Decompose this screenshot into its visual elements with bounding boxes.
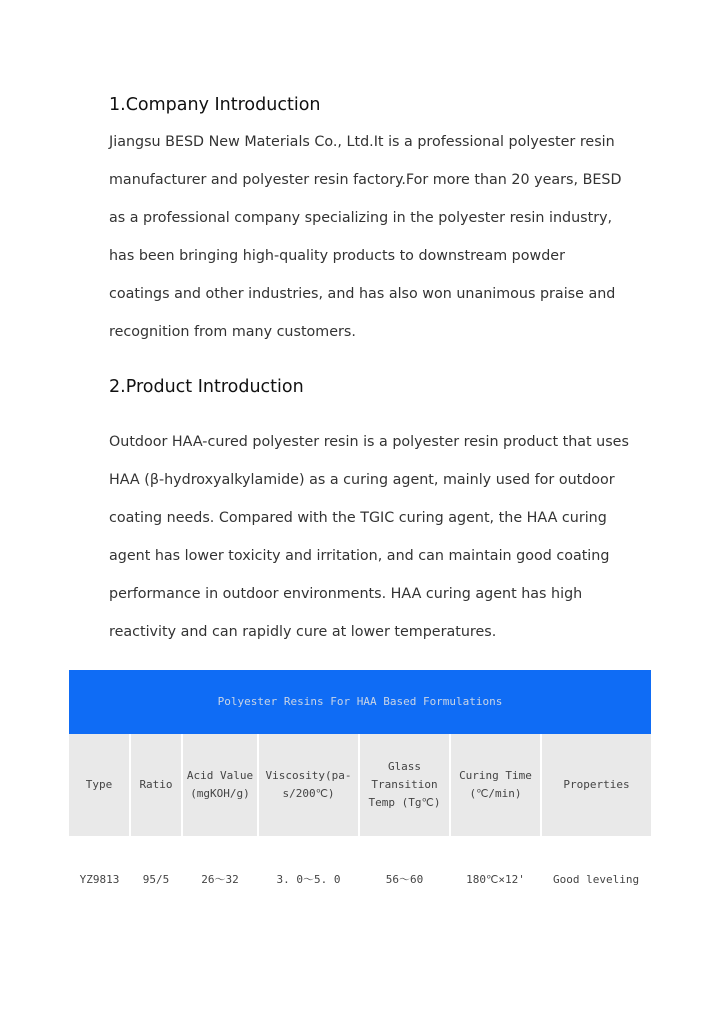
header-viscosity: Viscosity(pa-s/200℃)	[258, 734, 359, 836]
table-caption-row	[69, 670, 651, 734]
header-curing-time: Curing Time (℃/min)	[450, 734, 541, 836]
cell-curing-time: 180℃×12'	[466, 873, 525, 886]
header-acid-value: Acid Value (mgKOH/g)	[182, 734, 258, 836]
table-header-row	[69, 734, 651, 836]
cell-viscosity: 3. 0～5. 0	[276, 873, 341, 886]
cell-acid-value: 26～32	[201, 873, 239, 886]
resin-spec-table	[69, 670, 651, 920]
product-introduction-heading: 2.Product Introduction	[109, 377, 304, 397]
header-ratio: Ratio	[130, 734, 182, 836]
paragraph-line: coatings and other industries, and has also won unanimous praise and	[109, 286, 616, 302]
cell-ratio: 95/5	[142, 873, 170, 886]
company-introduction-heading: 1.Company Introduction	[109, 95, 321, 115]
header-glass-transition: Glass Transition Temp (Tg℃)	[359, 734, 450, 836]
paragraph-line: performance in outdoor environments. HAA curing agent has high	[109, 586, 583, 602]
paragraph-line: Jiangsu BESD New Materials Co., Ltd.It is a professional polyester resin	[109, 134, 615, 150]
paragraph-line: as a professional company specializing in the polyester resin industry,	[109, 210, 613, 226]
paragraph-line: Outdoor HAA-cured polyester resin is a polyester resin product that uses	[109, 434, 629, 450]
paragraph-line: HAA (β-hydroxyalkylamide) as a curing agent, mainly used for outdoor	[109, 472, 615, 488]
table-caption: Polyester Resins For HAA Based Formulations	[69, 670, 651, 734]
paragraph-line: manufacturer and polyester resin factory.For more than 20 years, BESD	[109, 172, 622, 188]
paragraph-line: recognition from many customers.	[109, 324, 356, 340]
paragraph-line: has been bringing high-quality products to downstream powder	[109, 248, 565, 264]
header-type: Type	[69, 734, 130, 836]
table-row	[69, 836, 651, 920]
paragraph-line: agent has lower toxicity and irritation, and can maintain good coating	[109, 548, 610, 564]
paragraph-line: coating needs. Compared with the TGIC curing agent, the HAA curing	[109, 510, 607, 526]
header-properties: Properties	[541, 734, 651, 836]
cell-properties: Good leveling	[552, 873, 640, 886]
cell-glass-transition: 56～60	[385, 873, 424, 886]
paragraph-line: reactivity and can rapidly cure at lower temperatures.	[109, 624, 497, 640]
cell-type: YZ9813	[79, 873, 120, 886]
